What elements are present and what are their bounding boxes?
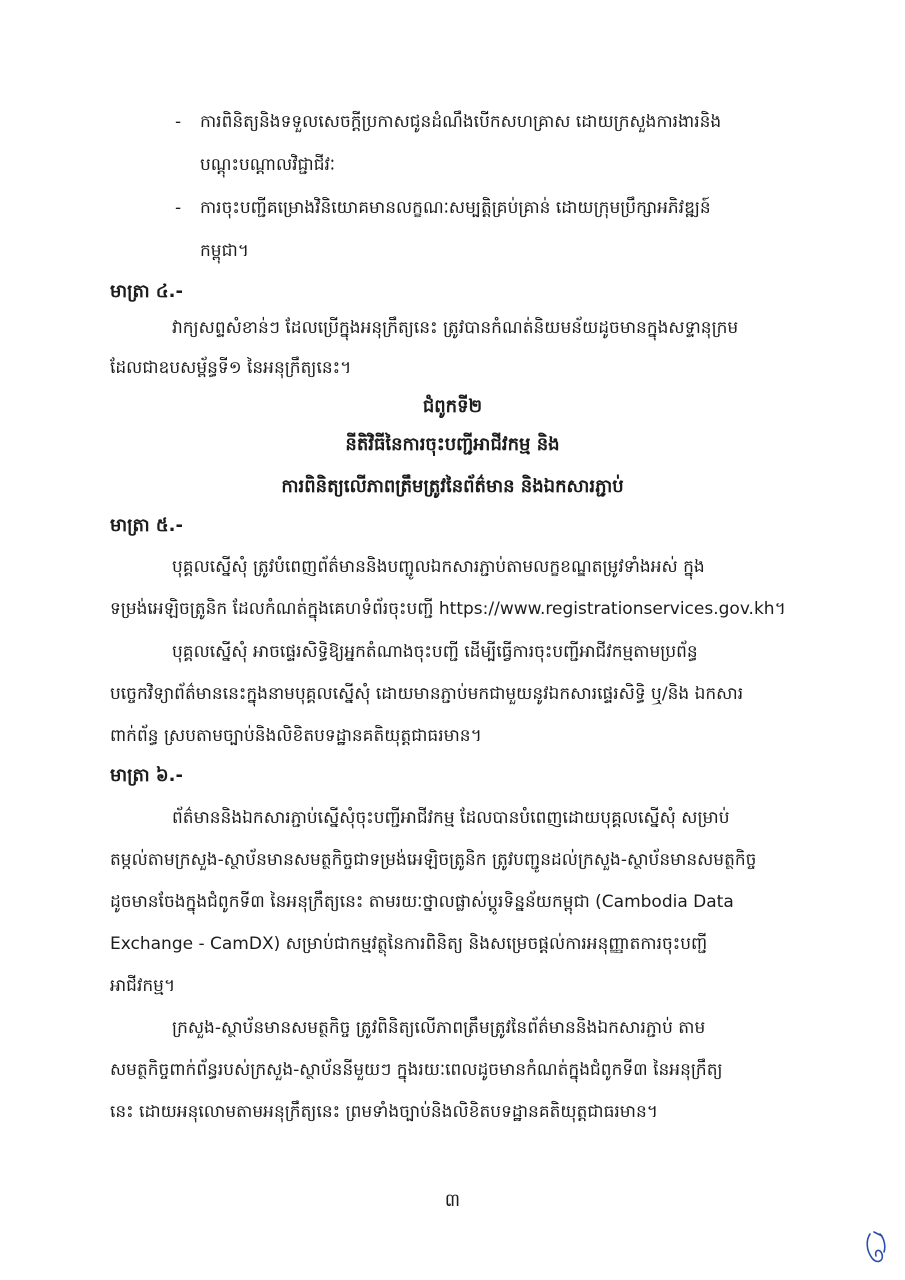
bullet-text-line: បណ្តុះបណ្តាលវិជ្ជាជីវៈ: [200, 155, 336, 175]
page-number: ៣: [444, 1190, 461, 1211]
paragraph-line: ទម្រង់អេឡិចត្រូនិក ដែលកំណត់ក្នុងគេហទំព័រចុះបញ្ជី https://www.registrationservices.gov.kh។: [110, 599, 786, 619]
paragraph-line: ក្រសួង-ស្ថាប័នមានសមត្ថកិច្ច ត្រូវពិនិត្យលើភាពត្រឹមត្រូវនៃព័ត៌មាននិងឯកសារភ្ជាប់ តាម: [172, 1018, 706, 1038]
bullet-text-line: ការពិនិត្យនិងទទួលសេចក្តីប្រកាសជូនដំណឹងបើកសហគ្រាស ដោយក្រសួងការងារនិង: [200, 112, 722, 132]
paragraph-line: អាជីវកម្ម។: [110, 976, 176, 996]
paragraph-line: សមត្ថកិច្ចពាក់ព័ន្ធរបស់ក្រសួង-ស្ថាប័ននីមួយៗ ក្នុងរយៈពេលដូចមានកំណត់ក្នុងជំពូកទី៣ នៃអនុក្រឹត្យ: [110, 1060, 723, 1080]
paragraph-line: ព័ត៌មាននិងឯកសារភ្ជាប់ស្នើសុំចុះបញ្ជីអាជីវកម្ម ដែលបានបំពេញដោយបុគ្គលស្នើសុំ សម្រាប់: [172, 808, 730, 828]
paragraph-line: បុគ្គលស្នើសុំ ត្រូវបំពេញព័ត៌មាននិងបញ្ចូលឯកសារភ្ជាប់តាមលក្ខខណ្ឌតម្រូវទាំងអស់ ក្នុង: [172, 557, 705, 577]
bullet-dash: -: [175, 198, 182, 218]
chapter-title: ជំពូកទី២: [422, 396, 483, 417]
paragraph-line: បុគ្គលស្នើសុំ អាចផ្ទេរសិទ្ធិឱ្យអ្នកតំណាងចុះបញ្ជី ដើម្បីធ្វើការចុះបញ្ជីអាជីវកម្មតាមប្រព័ន្ធ: [172, 642, 698, 662]
chapter-subtitle: នីតិវិធីនៃការចុះបញ្ជីអាជីវកម្ម និង: [345, 434, 560, 455]
bullet-dash: -: [175, 112, 182, 132]
article-heading: មាត្រា ៤.-: [110, 281, 183, 302]
signature-initial-icon: [862, 1228, 892, 1268]
paragraph-line: បច្ចេកវិទ្យាព័ត៌មាននេះក្នុងនាមបុគ្គលស្នើសុំ ដោយមានភ្ជាប់មកជាមួយនូវឯកសារផ្ទេរសិទ្ធិ ឬ/និង ឯកសារ: [110, 684, 744, 704]
chapter-subtitle: ការពិនិត្យលើភាពត្រឹមត្រូវនៃព័ត៌មាន និងឯកសារភ្ជាប់: [281, 476, 624, 497]
paragraph-line: នេះ ដោយអនុលោមតាមអនុក្រឹត្យនេះ ព្រមទាំងច្បាប់និងលិខិតបទដ្ឋានគតិយុត្តជាធរមាន។: [110, 1102, 658, 1122]
article-heading: មាត្រា ៦.-: [110, 765, 183, 786]
paragraph-line: វាក្យសព្ទសំខាន់ៗ ដែលប្រើក្នុងអនុក្រឹត្យនេះ ត្រូវបានកំណត់និយមន័យដូចមានក្នុងសទ្ទានុក្រម: [172, 318, 739, 338]
paragraph-line: ដែលជាឧបសម្ព័ន្ធទី១ នៃអនុក្រឹត្យនេះ។: [110, 358, 352, 378]
bullet-text-line: ការចុះបញ្ជីគម្រោងវិនិយោគមានលក្ខណៈសម្បត្តិគ្រប់គ្រាន់ ដោយក្រុមប្រឹក្សាអភិវឌ្ឍន៍: [200, 198, 711, 218]
paragraph-line: Exchange - CamDX) សម្រាប់ជាកម្មវត្ថុនៃការពិនិត្យ និងសម្រេចផ្តល់ការអនុញ្ញាតការចុះបញ្ជី: [110, 934, 708, 954]
article-heading: មាត្រា ៥.-: [110, 515, 183, 536]
paragraph-line: តម្កល់តាមក្រសួង-ស្ថាប័នមានសមត្ថកិច្ចជាទម្រង់អេឡិចត្រូនិក ត្រូវបញ្ជូនដល់ក្រសួង-ស្ថាប័នមានសមត្ថកិច្ច: [110, 850, 757, 870]
paragraph-line: ពាក់ព័ន្ធ ស្របតាមច្បាប់និងលិខិតបទដ្ឋានគតិយុត្តជាធរមាន។: [110, 726, 482, 746]
paragraph-line: ដូចមានចែងក្នុងជំពូកទី៣ នៃអនុក្រឹត្យនេះ តាមរយៈថ្នាលផ្លាស់ប្តូរទិន្នន័យកម្ពុជា (Cambodia Data: [110, 892, 734, 912]
bullet-text-line: កម្ពុជា។: [200, 241, 249, 261]
